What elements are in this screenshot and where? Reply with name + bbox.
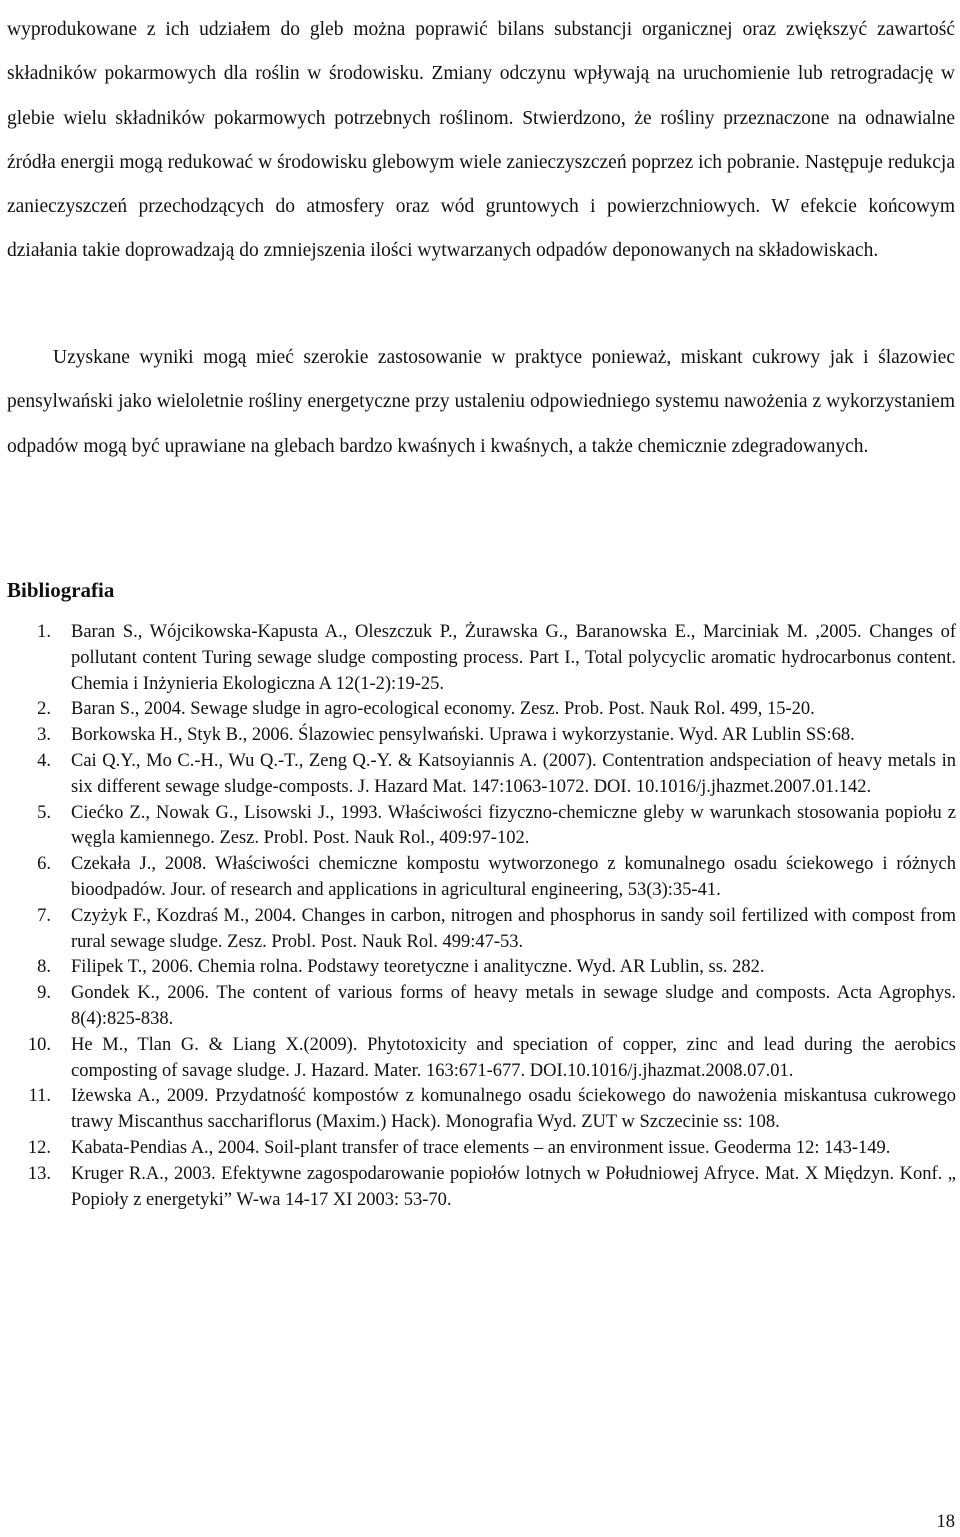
reference-item	[0, 620, 956, 697]
reference-number: 13.	[27, 1163, 51, 1184]
reference-text: Baran S., Wójcikowska-Kapusta A., Oleszczuk P., Żurawska G., Baranowska E., Marciniak M. ,2005. Changes of pollutant content Turing sewage sludge composting process. Part I., Total polycyclic aromatic hydrocarbonus content. Chemia i Inżynieria Ekologiczna A 12(1-2):19-25.	[71, 622, 956, 694]
reference-item	[0, 852, 956, 904]
reference-text: Gondek K., 2006. The content of various forms of heavy metals in sewage sludge and composts. Acta Agrophys. 8(4):825-838.	[71, 983, 956, 1029]
reference-text: Cai Q.Y., Mo C.-H., Wu Q.-T., Zeng Q.-Y. & Katsoyiannis A. (2007). Contentration andspeciation of heavy metals in six different sewage sludge-composts. J. Hazard Mat. 147:1063-1072. DOI. 10.1016/j.jhazmet.2007.01.142.	[71, 750, 956, 797]
reference-number: 1.	[37, 622, 51, 642]
reference-number: 3.	[37, 725, 51, 746]
bibliography-heading: Bibliografia	[7, 578, 115, 602]
reference-text: Borkowska H., Styk B., 2006. Ślazowiec pensylwański. Uprawa i wykorzystanie. Wyd. AR Lublin SS:68.	[71, 725, 855, 746]
reference-item	[0, 904, 956, 956]
page-number: 18	[936, 1512, 955, 1532]
reference-number: 7.	[37, 905, 51, 926]
reference-item	[0, 749, 956, 801]
reference-item	[0, 1162, 956, 1214]
reference-number: 5.	[37, 802, 51, 823]
reference-text: Iżewska A., 2009. Przydatność kompostów z komunalnego osadu ściekowego do nawożenia miskantusa cukrowego trawy Miscanthus sacchariflorus (Maxim.) Hack). Monografia Wyd. ZUT w Szczecinie ss: 108.	[71, 1086, 956, 1133]
reference-number: 9.	[37, 983, 51, 1004]
reference-number: 6.	[37, 854, 51, 875]
reference-text: He M., Tlan G. & Liang X.(2009). Phytotoxicity and speciation of copper, zinc and lead during the aerobics composting of savage sludge. J. Hazard. Mater. 163:671-677. DOI.10.1016/j.jhazmat.2008.07.01.	[71, 1034, 956, 1081]
reference-item	[0, 697, 956, 723]
reference-item	[0, 955, 956, 981]
reference-item	[0, 801, 956, 853]
reference-number: 12.	[27, 1137, 51, 1158]
reference-item	[0, 981, 956, 1033]
reference-number: 10.	[27, 1034, 51, 1055]
body-paragraph-2: Uzyskane wyniki mogą mieć szerokie zastosowanie w praktyce ponieważ, miskant cukrowy jak i ślazowiec pensylwański jako wieloletnie rośliny energetyczne przy ustaleniu odpowiedniego systemu nawożenia z wykorzystaniem odpadów mogą być uprawiane na glebach bardzo kwaśnych i kwaśnych, a także chemicznie zdegradowanych.	[7, 347, 955, 457]
reference-text: Czekała J., 2008. Właściwości chemiczne kompostu wytworzonego z komunalnego osadu ściekowego i różnych bioodpadów. Jour. of research and applications in agricultural engineering, 53(3):35-41.	[71, 854, 956, 900]
reference-item	[0, 1033, 956, 1085]
reference-number: 11.	[28, 1086, 51, 1107]
reference-text: Kabata-Pendias A., 2004. Soil-plant transfer of trace elements – an environment issue. Geoderma 12: 143-149.	[71, 1137, 891, 1158]
bibliography-list	[0, 620, 956, 1213]
reference-text: Ciećko Z., Nowak G., Lisowski J., 1993. Właściwości fizyczno-chemiczne gleby w warunkach stosowania popiołu z węgla kamiennego. Zesz. Probl. Post. Nauk Rol., 409:97-102.	[71, 802, 956, 849]
reference-text: Baran S., 2004. Sewage sludge in agro-ecological economy. Zesz. Prob. Post. Nauk Rol. 499, 15-20.	[71, 699, 815, 720]
reference-number: 4.	[37, 750, 51, 771]
reference-number: 8.	[37, 957, 51, 978]
reference-item	[0, 723, 956, 749]
body-paragraph-1: wyprodukowane z ich udziałem do gleb można poprawić bilans substancji organicznej oraz zwiększyć zawartość składników pokarmowych dla roślin w środowisku. Zmiany odczynu wpływają na uruchomienie lub retrogradację w glebie wielu składników pokarmowych potrzebnych roślinom. Stwierdzono, że rośliny przeznaczone na odnawialne źródła energii mogą redukować w środowisku glebowym wiele zanieczyszczeń poprzez ich pobranie. Następuje redukcja zanieczyszczeń przechodzących do atmosfery oraz wód gruntowych i powierzchniowych. W efekcie końcowym działania takie doprowadzają do zmniejszenia ilości wytwarzanych odpadów deponowanych na składowiskach.	[7, 19, 955, 262]
reference-text: Filipek T., 2006. Chemia rolna. Podstawy teoretyczne i analityczne. Wyd. AR Lublin, ss. 282.	[71, 957, 765, 978]
reference-item	[0, 1084, 956, 1136]
reference-item	[0, 1136, 956, 1162]
reference-text: Kruger R.A., 2003. Efektywne zagospodarowanie popiołów lotnych w Południowej Afryce. Mat. X Międzyn. Konf. „ Popioły z energetyki” W-wa 14-17 XI 2003: 53-70.	[71, 1163, 956, 1210]
reference-number: 2.	[37, 699, 51, 720]
reference-text: Czyżyk F., Kozdraś M., 2004. Changes in carbon, nitrogen and phosphorus in sandy soil fertilized with compost from rural sewage sludge. Zesz. Probl. Post. Nauk Rol. 499:47-53.	[71, 905, 956, 952]
